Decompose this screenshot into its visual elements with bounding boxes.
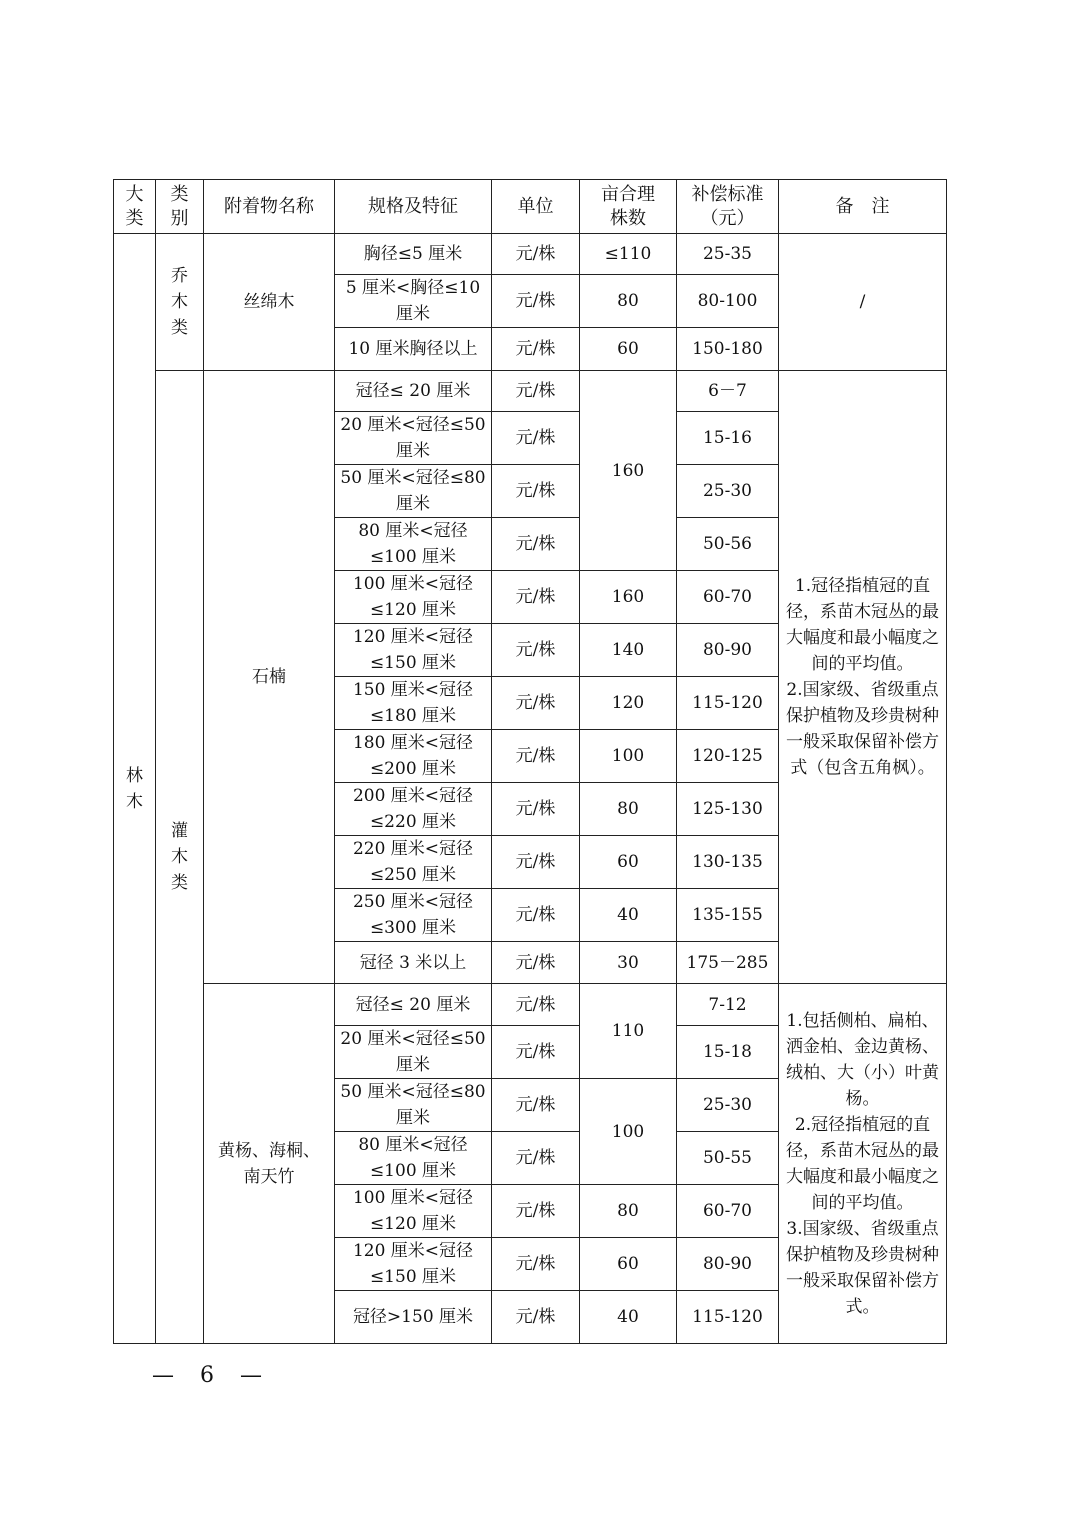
spec-cell: 220 厘米<冠径≤250 厘米 — [335, 836, 492, 889]
spec-cell: 200 厘米<冠径≤220 厘米 — [335, 783, 492, 836]
category-cell-arbor: 乔木类 — [156, 234, 204, 371]
unit-cell: 元/株 — [492, 371, 580, 412]
price-cell: 25-30 — [677, 465, 779, 518]
unit-cell: 元/株 — [492, 783, 580, 836]
spec-cell: 20 厘米<冠径≤50 厘米 — [335, 1026, 492, 1079]
count-cell: 80 — [580, 783, 677, 836]
major-category-cell: 林木 — [114, 234, 156, 1344]
price-cell: 80-100 — [677, 275, 779, 328]
unit-cell: 元/株 — [492, 1026, 580, 1079]
count-cell: 120 — [580, 677, 677, 730]
unit-cell: 元/株 — [492, 730, 580, 783]
price-cell: 175－285 — [677, 942, 779, 984]
price-cell: 80-90 — [677, 624, 779, 677]
unit-cell: 元/株 — [492, 518, 580, 571]
table-row — [114, 984, 947, 1026]
unit-cell: 元/株 — [492, 836, 580, 889]
price-cell: 25-30 — [677, 1079, 779, 1132]
count-cell: 60 — [580, 1238, 677, 1291]
header-category: 类别 — [156, 180, 204, 234]
price-cell: 6－7 — [677, 371, 779, 412]
unit-cell: 元/株 — [492, 1238, 580, 1291]
count-cell: 80 — [580, 1185, 677, 1238]
spec-cell: 冠径≤ 20 厘米 — [335, 371, 492, 412]
spec-cell: 冠径≤ 20 厘米 — [335, 984, 492, 1026]
price-cell: 15-18 — [677, 1026, 779, 1079]
spec-cell: 冠径>150 厘米 — [335, 1291, 492, 1344]
item-name-cell: 丝绵木 — [204, 234, 335, 371]
count-cell: 80 — [580, 275, 677, 328]
spec-cell: 80 厘米<冠径≤100 厘米 — [335, 1132, 492, 1185]
count-cell: 60 — [580, 328, 677, 371]
spec-cell: 100 厘米<冠径≤120 厘米 — [335, 1185, 492, 1238]
count-cell: 140 — [580, 624, 677, 677]
note-cell: 1.冠径指植冠的直径，系苗木冠丛的最大幅度和最小幅度之间的平均值。 2.国家级、省级重点保护植物及珍贵树种一般采取保留补偿方式（包含五角枫）。 — [779, 371, 947, 984]
count-cell: 110 — [580, 984, 677, 1079]
page-number: — 6 — — [152, 1363, 264, 1388]
spec-cell: 250 厘米<冠径≤300 厘米 — [335, 889, 492, 942]
spec-cell: 150 厘米<冠径≤180 厘米 — [335, 677, 492, 730]
price-cell: 135-155 — [677, 889, 779, 942]
price-cell: 50-56 — [677, 518, 779, 571]
price-cell: 80-90 — [677, 1238, 779, 1291]
header-note: 备 注 — [779, 180, 947, 234]
table-row — [114, 371, 947, 412]
spec-cell: 80 厘米<冠径≤100 厘米 — [335, 518, 492, 571]
price-cell: 25-35 — [677, 234, 779, 275]
header-price: 补偿标准 （元） — [677, 180, 779, 234]
spec-cell: 120 厘米<冠径≤150 厘米 — [335, 1238, 492, 1291]
spec-cell: 胸径≤5 厘米 — [335, 234, 492, 275]
spec-cell: 5 厘米<胸径≤10 厘米 — [335, 275, 492, 328]
unit-cell: 元/株 — [492, 412, 580, 465]
spec-cell: 10 厘米胸径以上 — [335, 328, 492, 371]
item-name-cell: 石楠 — [204, 371, 335, 984]
spec-cell: 50 厘米<冠径≤80 厘米 — [335, 465, 492, 518]
unit-cell: 元/株 — [492, 1291, 580, 1344]
unit-cell: 元/株 — [492, 624, 580, 677]
count-cell: 160 — [580, 571, 677, 624]
note-cell: 1.包括侧柏、扁柏、洒金柏、金边黄杨、绒柏、大（小）叶黄杨。 2.冠径指植冠的直径，系苗木冠丛的最大幅度和最小幅度之间的平均值。 3.国家级、省级重点保护植物及珍贵树种一般采取保留补偿方式。 — [779, 984, 947, 1344]
price-cell: 125-130 — [677, 783, 779, 836]
unit-cell: 元/株 — [492, 984, 580, 1026]
note-cell: / — [779, 234, 947, 371]
unit-cell: 元/株 — [492, 275, 580, 328]
price-cell: 150-180 — [677, 328, 779, 371]
spec-cell: 100 厘米<冠径≤120 厘米 — [335, 571, 492, 624]
item-name-cell: 黄杨、海桐、南天竹 — [204, 984, 335, 1344]
price-cell: 130-135 — [677, 836, 779, 889]
spec-cell: 50 厘米<冠径≤80 厘米 — [335, 1079, 492, 1132]
spec-cell: 20 厘米<冠径≤50 厘米 — [335, 412, 492, 465]
count-cell: ≤110 — [580, 234, 677, 275]
price-cell: 50-55 — [677, 1132, 779, 1185]
count-cell: 30 — [580, 942, 677, 984]
count-cell: 100 — [580, 730, 677, 783]
unit-cell: 元/株 — [492, 942, 580, 984]
unit-cell: 元/株 — [492, 1079, 580, 1132]
unit-cell: 元/株 — [492, 465, 580, 518]
price-cell: 60-70 — [677, 1185, 779, 1238]
category-cell-shrub: 灌木类 — [156, 371, 204, 1344]
count-cell: 60 — [580, 836, 677, 889]
unit-cell: 元/株 — [492, 328, 580, 371]
unit-cell: 元/株 — [492, 1185, 580, 1238]
price-cell: 15-16 — [677, 412, 779, 465]
price-cell: 115-120 — [677, 1291, 779, 1344]
price-cell: 60-70 — [677, 571, 779, 624]
count-cell: 40 — [580, 889, 677, 942]
unit-cell: 元/株 — [492, 234, 580, 275]
count-cell: 160 — [580, 371, 677, 571]
header-row — [114, 180, 947, 234]
header-unit: 单位 — [492, 180, 580, 234]
spec-cell: 冠径 3 米以上 — [335, 942, 492, 984]
header-spec: 规格及特征 — [335, 180, 492, 234]
compensation-table — [113, 179, 947, 1344]
price-cell: 120-125 — [677, 730, 779, 783]
unit-cell: 元/株 — [492, 889, 580, 942]
unit-cell: 元/株 — [492, 571, 580, 624]
header-count: 亩合理 株数 — [580, 180, 677, 234]
spec-cell: 180 厘米<冠径≤200 厘米 — [335, 730, 492, 783]
count-cell: 100 — [580, 1079, 677, 1185]
header-major-category: 大类 — [114, 180, 156, 234]
table-row — [114, 234, 947, 275]
price-cell: 115-120 — [677, 677, 779, 730]
header-item-name: 附着物名称 — [204, 180, 335, 234]
spec-cell: 120 厘米<冠径≤150 厘米 — [335, 624, 492, 677]
unit-cell: 元/株 — [492, 1132, 580, 1185]
price-cell: 7-12 — [677, 984, 779, 1026]
count-cell: 40 — [580, 1291, 677, 1344]
unit-cell: 元/株 — [492, 677, 580, 730]
